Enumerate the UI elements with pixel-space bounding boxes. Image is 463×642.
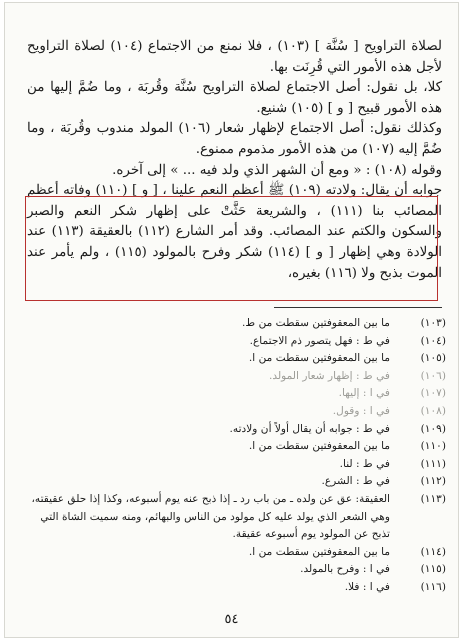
footnote-text: في ط : فهل يتصور ذم الاجتماع. — [249, 334, 390, 347]
footnote — [27, 368, 446, 386]
footnote-number: (١١٠) — [420, 440, 446, 453]
footnote — [27, 561, 446, 579]
footnote-text: ما بين المعقوفتين سقطت من ا. — [248, 440, 390, 453]
footnote — [27, 333, 446, 351]
footnotes — [27, 315, 446, 597]
footnote-text: في ا : وقول. — [332, 404, 390, 417]
paragraph-3: وكذلك نقول: أصل الاجتماع لإظهار شعار (١٠٦) المولد مندوب وقُربَة ، وما ضُمَّ إليه (١٠٧) من هذه الأمور مذموم ممنوع. — [27, 121, 443, 157]
footnote-number: (١١١) — [420, 457, 446, 470]
footnote-number: (١٠٦) — [420, 369, 446, 382]
footnote — [27, 456, 446, 474]
footnote-text: ما بين المعقوفتين سقطت من ا. — [248, 545, 390, 558]
footnote-number: (١٠٧) — [420, 387, 446, 400]
scanned-book-page — [4, 2, 459, 638]
paragraph-2: كلا، بل نقول: أصل الاجتماع لصلاة التراويح سُنَّة وقُربَة ، وما ضُمَّ إليها من هذه الأمور قبيح [ و ] (١٠٥) شنيع. — [27, 80, 442, 116]
footnote-number: (١١٢) — [420, 475, 446, 488]
footnote — [27, 385, 446, 403]
footnote-text: في ا : إليها. — [338, 387, 390, 400]
footnote — [27, 315, 446, 333]
footnote-number: (١٠٤) — [420, 334, 446, 347]
footnote-text: في ط : جوابه أن يقال أولاً أن ولادته. — [229, 422, 390, 435]
footnote-text: في ط : لنا. — [339, 457, 390, 470]
paragraph-5-highlighted: جوابه أن يقال: ولادته (١٠٩) ﷺ أعظم النعم علينا ، [ و ] (١١٠) وفاته أعظم المصائب بنا (١١١) ، والشريعة حَثَّتْ على إظهار شكر النعم والصبر والسكون والكتم عند المصائب. وقد أمر الشارع (١١٢) بالعقيقة (١١٣) عند الولادة وهي إظهار [ و ] (١١٤) شكر وفرح بالمولود (١١٥) ، ولم يأمر عند الموت بذبح ولا (١١٦) بغيره، — [27, 183, 442, 281]
footnote-text: العقيقة: عق عن ولده ـ من باب رد ـ إذا ذبح عنه يوم أسبوعه، وكذا إذا حلق عقيقته، وهي الشعر الذي يولد عليه كل مولود من الناس والبهائم، ومنه سميت الشاة التي تذبح عن المولود يوم أسبوعه عقيقة. — [31, 492, 390, 541]
footnote — [27, 421, 446, 439]
footnote-text: في ط : الشرع. — [321, 475, 390, 488]
footnote — [27, 438, 446, 456]
footnote-text: في ا : فلا. — [344, 580, 390, 593]
footnote — [27, 350, 446, 368]
footnote-number: (١١٣) — [420, 492, 446, 505]
footnote-number: (١٠٣) — [420, 317, 446, 329]
paragraph-1: لصلاة التراويح [ سُنَّة ] (١٠٣) ، فلا نمنع من الاجتماع (١٠٤) لصلاة التراويح لأجل هذه الأمور التي قُرِنَت بها. — [27, 39, 442, 75]
footnote-number: (١٠٨) — [420, 404, 446, 417]
footnote-number: (١٠٩) — [420, 422, 446, 435]
footnote — [27, 544, 446, 562]
footnote — [27, 491, 446, 544]
page-number: ٥٤ — [224, 612, 239, 627]
footnote — [27, 473, 446, 491]
footnote — [27, 403, 446, 421]
footnote-number: (١٠٥) — [420, 352, 446, 365]
footnote-number: (١١٥) — [420, 563, 446, 576]
main-text — [27, 37, 442, 284]
footnote-text: ما بين المعقوفتين سقطت من ط. — [242, 317, 390, 329]
footnote-separator — [274, 307, 442, 308]
footnote-text: في ا : وفرح بالمولد. — [300, 563, 390, 576]
paragraph-4: وقوله (١٠٨) : « ومع أن الشهر الذي ولد فيه ... » إلى آخره. — [112, 162, 442, 178]
footnote — [27, 579, 446, 597]
footnote-text: في ط : إظهار شعار المولد. — [269, 369, 390, 382]
footnote-number: (١١٤) — [420, 545, 446, 558]
footnote-text: ما بين المعقوفتين سقطت من ا. — [248, 352, 390, 365]
footnote-number: (١١٦) — [420, 580, 446, 593]
